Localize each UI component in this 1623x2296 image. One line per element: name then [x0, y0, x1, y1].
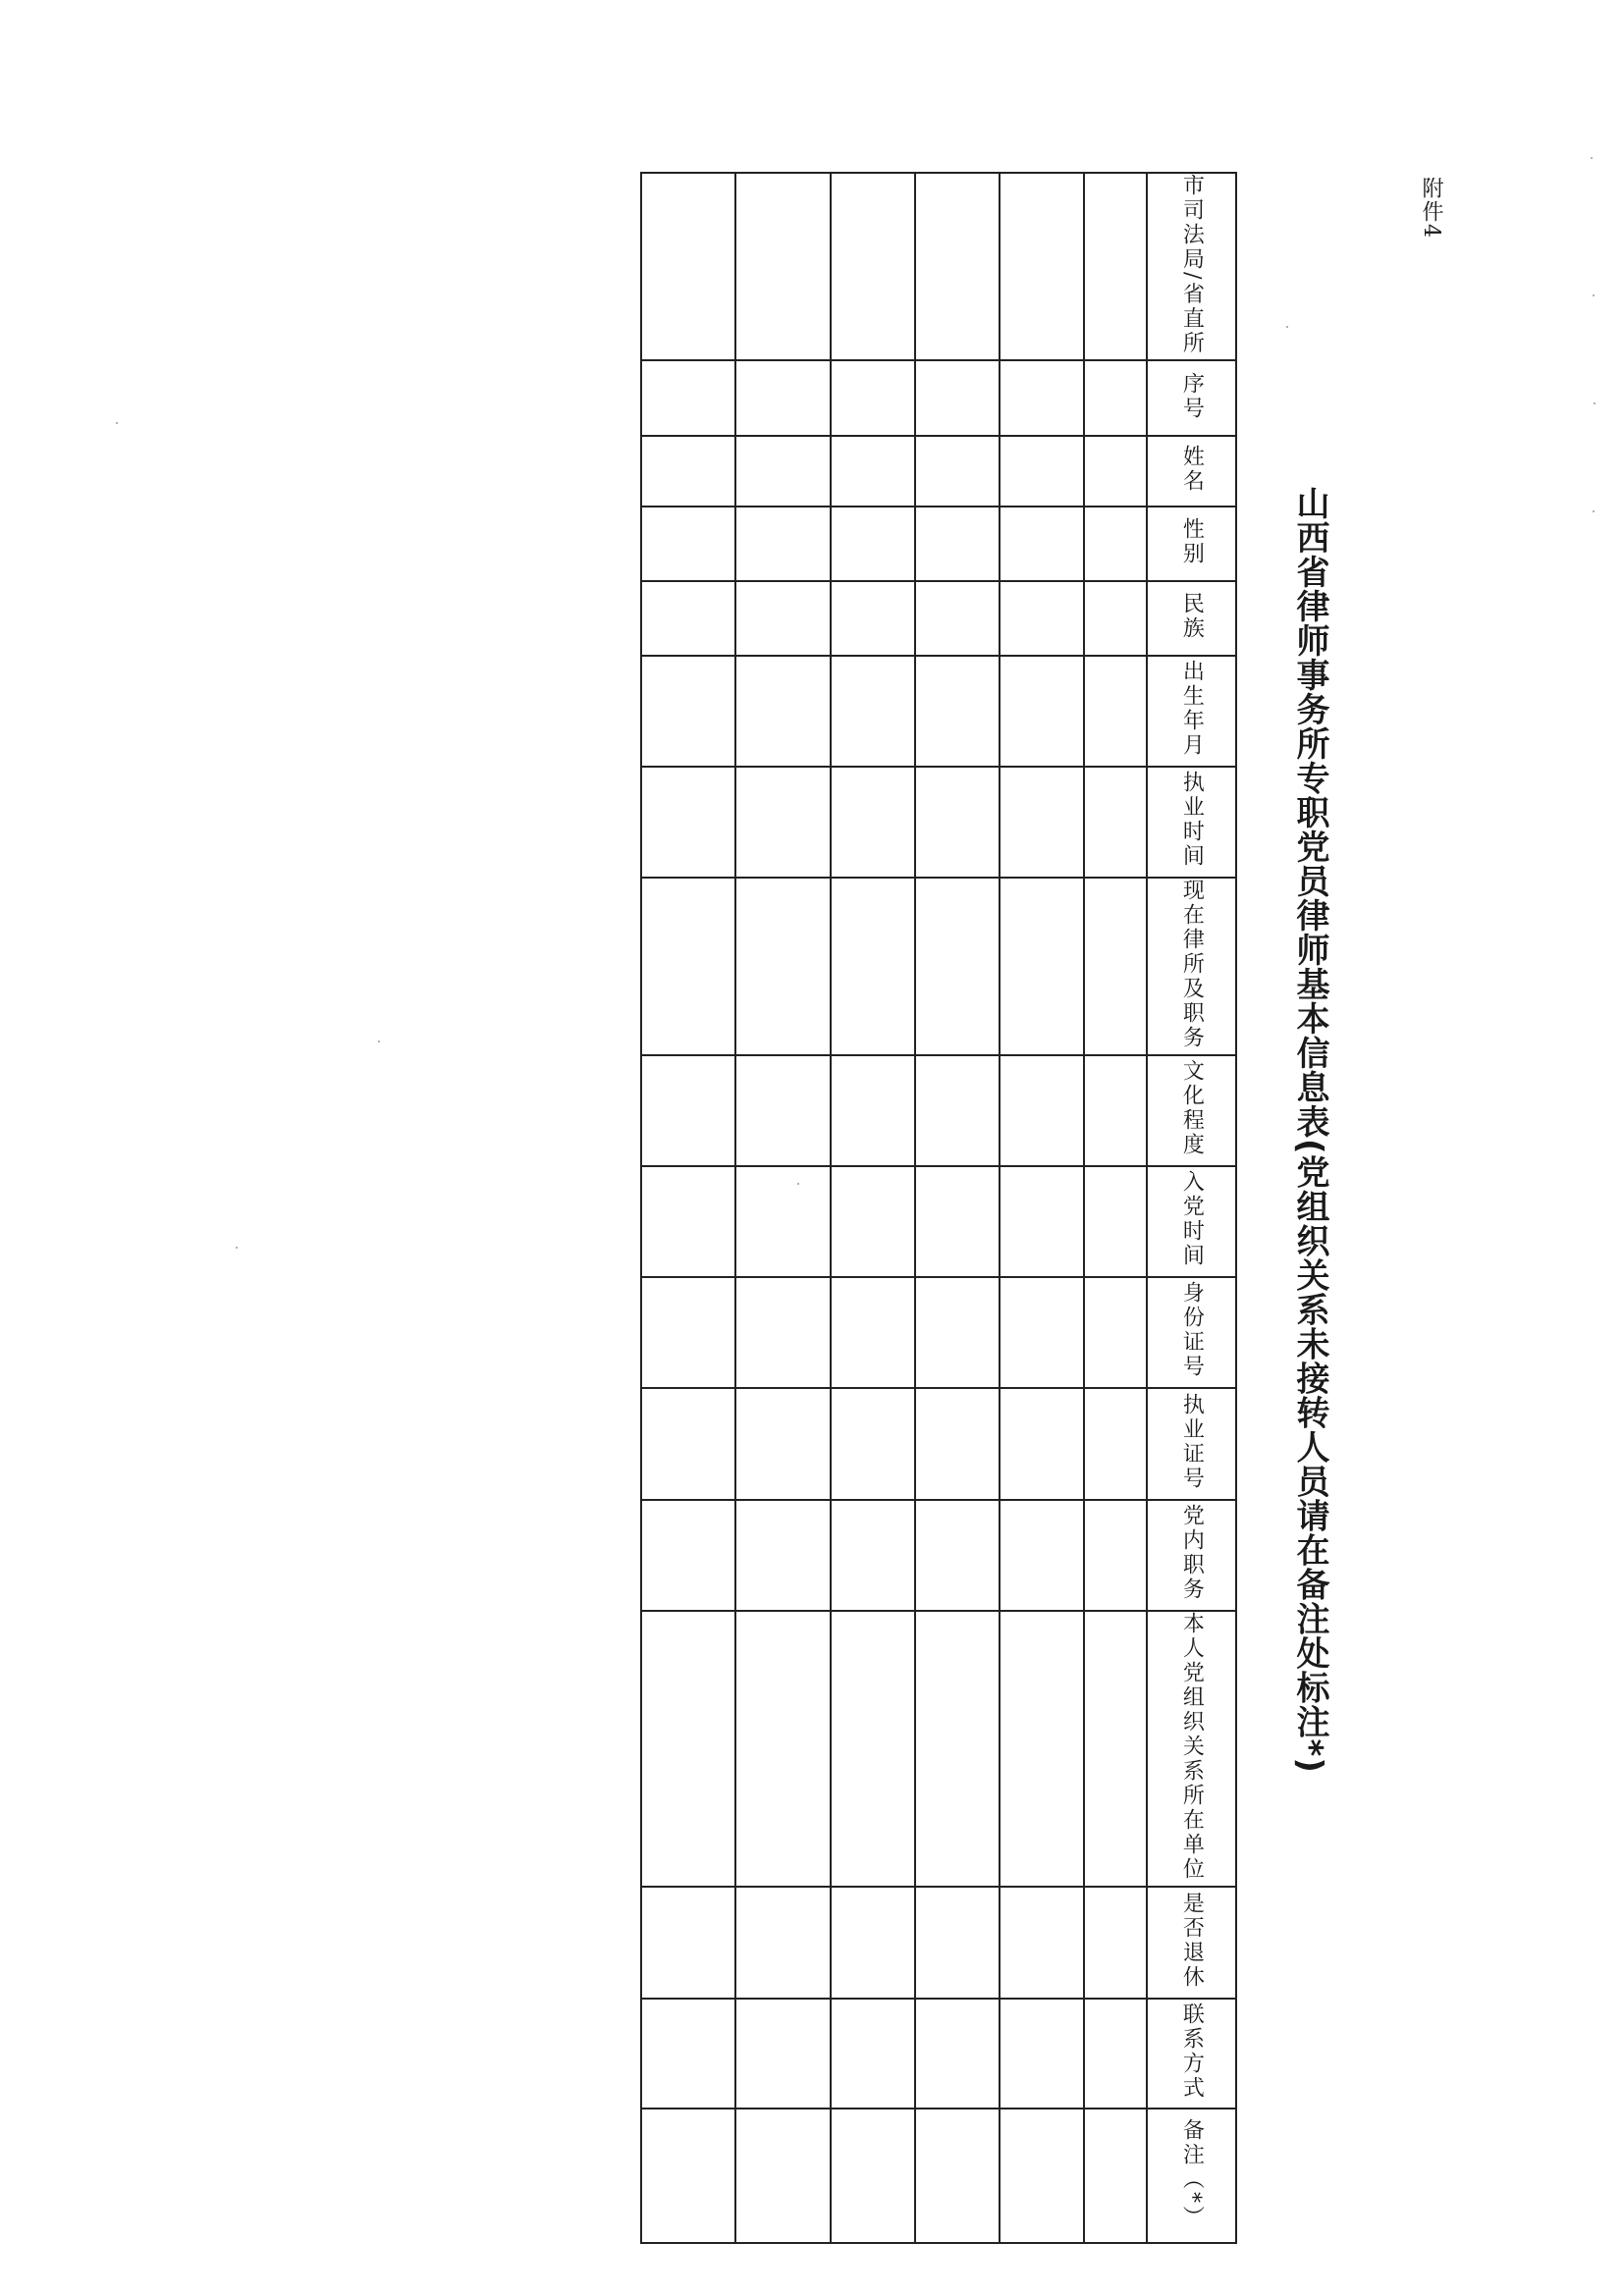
blank-cell[interactable]	[735, 767, 831, 878]
blank-cell[interactable]	[1084, 360, 1148, 435]
blank-cell[interactable]	[1000, 436, 1084, 507]
blank-cell[interactable]	[641, 1388, 735, 1500]
blank-cell[interactable]	[641, 1887, 735, 1999]
table-row	[641, 1887, 1236, 1999]
blank-cell[interactable]	[1000, 1999, 1084, 2109]
blank-cell[interactable]	[1084, 581, 1148, 656]
blank-cell[interactable]	[641, 1611, 735, 1887]
blank-cell[interactable]	[915, 1055, 1000, 1166]
blank-cell[interactable]	[915, 1166, 1000, 1277]
column-header-cell	[1147, 1999, 1236, 2109]
blank-cell[interactable]	[1000, 1055, 1084, 1166]
info-table	[640, 172, 1237, 2244]
blank-cell[interactable]	[915, 173, 1000, 360]
column-header-cell	[1147, 1388, 1236, 1500]
blank-cell[interactable]	[641, 767, 735, 878]
column-header-label: 现在律所及职务	[1179, 878, 1205, 1050]
blank-cell[interactable]	[831, 2109, 915, 2243]
column-header-label: 性别	[1179, 516, 1205, 566]
blank-cell[interactable]	[1000, 173, 1084, 360]
blank-cell[interactable]	[641, 173, 735, 360]
blank-cell[interactable]	[1000, 878, 1084, 1055]
blank-cell[interactable]	[1084, 507, 1148, 581]
column-header-cell	[1147, 1166, 1236, 1277]
blank-cell[interactable]	[831, 1999, 915, 2109]
blank-cell[interactable]	[915, 436, 1000, 507]
column-header-label: 姓名	[1179, 444, 1205, 494]
table-row	[641, 2109, 1236, 2243]
blank-cell[interactable]	[1000, 1887, 1084, 1999]
info-table-grid	[640, 172, 1237, 2244]
blank-cell[interactable]	[1084, 1388, 1148, 1500]
blank-cell[interactable]	[735, 436, 831, 507]
blank-cell[interactable]	[641, 1055, 735, 1166]
table-row	[641, 656, 1236, 767]
blank-cell[interactable]	[831, 767, 915, 878]
column-header-cell	[1147, 1611, 1236, 1887]
blank-cell[interactable]	[641, 360, 735, 435]
blank-cell[interactable]	[735, 1055, 831, 1166]
blank-cell[interactable]	[735, 581, 831, 656]
blank-cell[interactable]	[831, 360, 915, 435]
blank-cell[interactable]	[1000, 1166, 1084, 1277]
table-row	[641, 878, 1236, 1055]
blank-cell[interactable]	[831, 173, 915, 360]
blank-cell[interactable]	[831, 436, 915, 507]
table-row	[641, 1277, 1236, 1389]
table-row	[641, 1999, 1236, 2109]
blank-cell[interactable]	[735, 2109, 831, 2243]
column-header-label: 出生年月	[1179, 660, 1205, 759]
column-header-label: 市司法局/省直所	[1179, 174, 1205, 356]
blank-cell[interactable]	[831, 1388, 915, 1500]
blank-cell[interactable]	[1084, 1887, 1148, 1999]
column-header-cell	[1147, 2109, 1236, 2243]
column-header-cell	[1147, 1055, 1236, 1166]
blank-cell[interactable]	[735, 1887, 831, 1999]
attachment-label: 附件4	[1419, 177, 1443, 240]
blank-cell[interactable]	[1000, 1500, 1084, 1612]
table-row	[641, 1055, 1236, 1166]
column-header-cell	[1147, 360, 1236, 435]
blank-cell[interactable]	[915, 656, 1000, 767]
blank-cell[interactable]	[1084, 1166, 1148, 1277]
table-row	[641, 360, 1236, 435]
blank-cell[interactable]	[915, 360, 1000, 435]
blank-cell[interactable]	[1000, 1611, 1084, 1887]
blank-cell[interactable]	[735, 1611, 831, 1887]
blank-cell[interactable]	[641, 1166, 735, 1277]
blank-cell[interactable]	[915, 581, 1000, 656]
column-header-cell	[1147, 656, 1236, 767]
column-header-label: 民族	[1179, 591, 1205, 641]
column-header-cell	[1147, 878, 1236, 1055]
table-row	[641, 173, 1236, 360]
blank-cell[interactable]	[1084, 1277, 1148, 1389]
page-title: 山西省律师事务所专职党员律师基本信息表(党组织关系未接转人员请在备注处标注*)	[1290, 486, 1329, 1774]
blank-cell[interactable]	[1084, 878, 1148, 1055]
blank-cell[interactable]	[1000, 360, 1084, 435]
blank-cell[interactable]	[1084, 2109, 1148, 2243]
blank-cell[interactable]	[1000, 2109, 1084, 2243]
blank-cell[interactable]	[1000, 767, 1084, 878]
blank-cell[interactable]	[735, 1500, 831, 1612]
column-header-cell	[1147, 1887, 1236, 1999]
blank-cell[interactable]	[735, 878, 831, 1055]
column-header-cell	[1147, 1277, 1236, 1389]
column-header-label: 执业证号	[1179, 1392, 1205, 1491]
table-row	[641, 1611, 1236, 1887]
blank-cell[interactable]	[831, 1500, 915, 1612]
column-header-label: 党内职务	[1179, 1504, 1205, 1603]
blank-cell[interactable]	[1084, 1500, 1148, 1612]
blank-cell[interactable]	[831, 581, 915, 656]
blank-cell[interactable]	[735, 1277, 831, 1389]
blank-cell[interactable]	[831, 1166, 915, 1277]
table-row	[641, 767, 1236, 878]
column-header-label: 本人党组织关系所在单位	[1179, 1612, 1205, 1883]
column-header-label: 文化程度	[1179, 1059, 1205, 1158]
blank-cell[interactable]	[1084, 173, 1148, 360]
column-header-cell	[1147, 173, 1236, 360]
column-header-label: 联系方式	[1179, 2002, 1205, 2101]
blank-cell[interactable]	[1000, 1277, 1084, 1389]
blank-cell[interactable]	[735, 507, 831, 581]
blank-cell[interactable]	[915, 878, 1000, 1055]
blank-cell[interactable]	[915, 1611, 1000, 1887]
blank-cell[interactable]	[831, 1277, 915, 1389]
blank-cell[interactable]	[831, 507, 915, 581]
blank-cell[interactable]	[735, 360, 831, 435]
blank-cell[interactable]	[915, 1999, 1000, 2109]
blank-cell[interactable]	[1000, 656, 1084, 767]
blank-cell[interactable]	[1084, 1055, 1148, 1166]
blank-cell[interactable]	[641, 1999, 735, 2109]
blank-cell[interactable]	[831, 656, 915, 767]
table-row	[641, 1500, 1236, 1612]
blank-cell[interactable]	[735, 1166, 831, 1277]
blank-cell[interactable]	[915, 1277, 1000, 1389]
blank-cell[interactable]	[641, 1277, 735, 1389]
blank-cell[interactable]	[735, 1999, 831, 2109]
blank-cell[interactable]	[641, 656, 735, 767]
blank-cell[interactable]	[641, 2109, 735, 2243]
column-header-label: 入党时间	[1179, 1170, 1205, 1269]
column-header-label: 执业时间	[1179, 771, 1205, 870]
blank-cell[interactable]	[735, 1388, 831, 1500]
blank-cell[interactable]	[915, 2109, 1000, 2243]
column-header-label: 是否退休	[1179, 1891, 1205, 1990]
blank-cell[interactable]	[641, 878, 735, 1055]
column-header-cell	[1147, 581, 1236, 656]
column-header-label: 备注（*）	[1179, 2117, 1205, 2230]
blank-cell[interactable]	[641, 1500, 735, 1612]
blank-cell[interactable]	[1084, 767, 1148, 878]
blank-cell[interactable]	[641, 581, 735, 656]
blank-cell[interactable]	[1084, 436, 1148, 507]
column-header-label: 序号	[1179, 371, 1205, 421]
blank-cell[interactable]	[1000, 507, 1084, 581]
blank-cell[interactable]	[915, 507, 1000, 581]
blank-cell[interactable]	[1084, 656, 1148, 767]
column-header-cell	[1147, 1500, 1236, 1612]
blank-cell[interactable]	[641, 436, 735, 507]
blank-cell[interactable]	[831, 1055, 915, 1166]
blank-cell[interactable]	[831, 1887, 915, 1999]
column-header-cell	[1147, 507, 1236, 581]
blank-cell[interactable]	[915, 1500, 1000, 1612]
blank-cell[interactable]	[735, 656, 831, 767]
blank-cell[interactable]	[831, 878, 915, 1055]
table-row	[641, 581, 1236, 656]
table-row	[641, 1166, 1236, 1277]
blank-cell[interactable]	[1000, 1388, 1084, 1500]
blank-cell[interactable]	[915, 767, 1000, 878]
blank-cell[interactable]	[735, 173, 831, 360]
column-header-cell	[1147, 436, 1236, 507]
blank-cell[interactable]	[915, 1388, 1000, 1500]
blank-cell[interactable]	[915, 1887, 1000, 1999]
column-header-label: 身份证号	[1179, 1281, 1205, 1380]
blank-cell[interactable]	[1084, 1999, 1148, 2109]
column-header-cell	[1147, 767, 1236, 878]
blank-cell[interactable]	[641, 507, 735, 581]
table-row	[641, 1388, 1236, 1500]
blank-cell[interactable]	[1084, 1611, 1148, 1887]
table-row	[641, 507, 1236, 581]
table-row	[641, 436, 1236, 507]
blank-cell[interactable]	[831, 1611, 915, 1887]
blank-cell[interactable]	[1000, 581, 1084, 656]
